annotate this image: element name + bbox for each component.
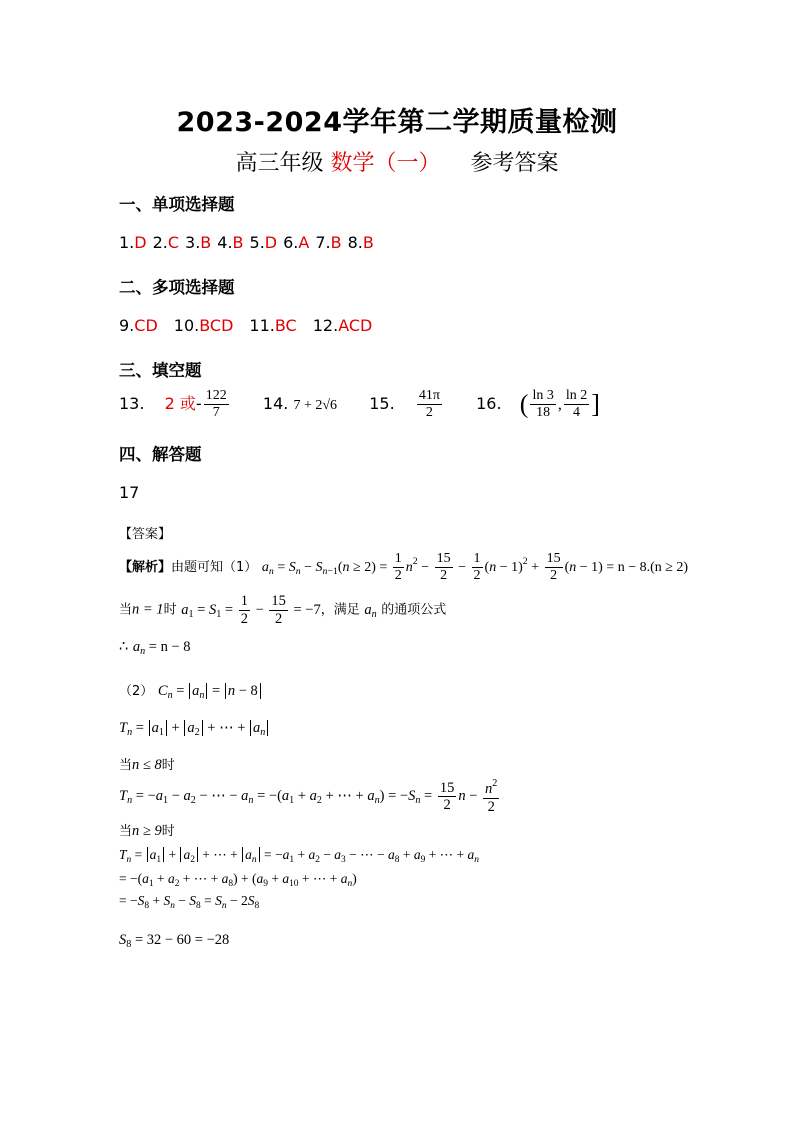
analysis-line-2: 当n = 1时 $a_1 = S_1$ = $\frac{1}{2}$ − $\frac{15}{2}$ = −7，满足 $a_n$ 的通项公式 — [119, 593, 447, 627]
q16-b-denominator: 4 — [573, 405, 581, 421]
part-2-label: （2） — [119, 684, 154, 699]
q15-fraction-numerator: 41π — [417, 388, 442, 405]
satisfy-label: ，满足 — [320, 602, 360, 618]
single-choice-number: 1. — [119, 233, 135, 252]
q13-answer: 2 或 — [164, 394, 196, 414]
s8-value-line: $S_8 = 32 - 60 = -28$ — [119, 932, 230, 950]
general-term-label: 的通项公式 — [381, 602, 447, 618]
q14-number: 14. — [262, 394, 289, 414]
single-choice-number: 7. — [315, 233, 331, 252]
q13-fraction-numerator: 122 — [204, 388, 229, 405]
section-heading-solutions: 四、解答题 — [119, 445, 202, 464]
single-choice-item — [217, 233, 243, 252]
condition-n-le-8: n ≤ 8 — [132, 757, 162, 773]
q16-right-bracket: ] — [591, 389, 600, 419]
section-heading-fill-blank: 三、填空题 — [119, 361, 202, 380]
single-choice-item — [153, 233, 179, 252]
case-n-ge-9 — [119, 820, 175, 840]
multi-choice-item — [249, 316, 296, 335]
page-title: 2023-2024学年第二学期质量检测 — [176, 107, 618, 138]
single-choice-number: 4. — [217, 233, 233, 252]
fill-blank-answers — [119, 388, 600, 421]
q15-number: 15. — [369, 394, 395, 414]
single-choice-answer: D — [134, 233, 147, 252]
analysis-line-3: ∴ $a_n = n - 8$ — [119, 639, 191, 657]
q15-fraction-denominator: 2 — [425, 405, 433, 421]
single-choice-answer: B — [200, 233, 212, 252]
analysis-label: 【解析】 — [119, 559, 172, 575]
grade-label: 高三年级 — [235, 151, 331, 176]
section-heading-multi-choice: 二、多项选择题 — [119, 278, 235, 297]
q16-left-paren: ( — [519, 389, 529, 419]
multi-choice-answer: CD — [134, 316, 158, 335]
multi-choice-item — [174, 316, 234, 335]
single-choice-number: 6. — [283, 233, 299, 252]
subject-label: 数学（一） — [330, 151, 441, 176]
case-n-le-8 — [119, 754, 175, 774]
multi-choice-number: 12. — [312, 316, 339, 335]
q13-fraction — [204, 388, 229, 421]
multi-choice-item — [119, 316, 158, 335]
when-label-3: 当 — [119, 824, 133, 839]
multi-choice-number: 9. — [119, 316, 135, 335]
q16-a-denominator: 18 — [536, 405, 551, 421]
an-formula: = n − 8 — [148, 639, 191, 655]
single-choice-answer: C — [167, 233, 180, 252]
multi-choice-answer: BC — [274, 316, 297, 335]
q16-fraction-b — [564, 388, 589, 421]
analysis-intro: 由题可知（1） — [171, 559, 258, 575]
multi-choice-item — [313, 316, 373, 335]
answer-key-label: 参考答案 — [470, 151, 559, 176]
page-subtitle — [0, 146, 794, 177]
q13-number: 13. — [119, 394, 145, 414]
section-heading-single-choice: 一、单项选择题 — [119, 195, 235, 214]
therefore-symbol: ∴ — [119, 639, 129, 655]
q16-a-numerator: ln 3 — [530, 388, 555, 405]
q15-fraction — [417, 388, 442, 421]
tn-case-1-formula: $T_n = -a_1 - a_2$ − ⋯ − $a_n = -(a_1 + a_2$ + ⋯ + $a_n) = -S_n$ = $\frac{15}{2}$ n − $\frac{n^2}{2}$ — [119, 778, 498, 815]
q13-minus: - — [195, 394, 202, 414]
tn-definition: $T_n = a_1 + a_2$ + ⋯ + $a_n$ — [119, 720, 269, 738]
a1-value: = −7 — [293, 601, 321, 618]
single-choice-answer: B — [232, 233, 244, 252]
single-choice-number: 5. — [249, 233, 265, 252]
single-choice-item — [315, 233, 341, 252]
analysis-part-2: （2） $C_n = a_n = n - 8$ — [119, 680, 262, 701]
multi-choice-answers — [119, 316, 388, 335]
analysis-line-1 — [119, 551, 688, 584]
multi-choice-number: 10. — [173, 316, 200, 335]
when-label-2: 当 — [119, 758, 133, 773]
q16-comma: , — [557, 396, 562, 414]
single-choice-answers — [119, 233, 380, 252]
answer-label: 【答案】 — [119, 527, 172, 542]
tn-case-2-line-2: = $-(a_1 + a_2$ + ⋯ + $a_8) + (a_9 + a_{10}$ + ⋯ + $a_n$) — [119, 871, 357, 889]
q13-fraction-denominator: 7 — [212, 405, 220, 421]
multi-choice-answer: BCD — [199, 316, 234, 335]
single-choice-item — [119, 233, 147, 252]
multi-choice-number: 11. — [249, 316, 275, 335]
condition-n-equals-1: n = 1 — [132, 601, 164, 618]
when-label: 当 — [119, 602, 133, 618]
single-choice-item — [348, 233, 374, 252]
q16-b-numerator: ln 2 — [564, 388, 589, 405]
q17-number: 17 — [119, 483, 140, 502]
condition-n-ge-9: n ≥ 9 — [132, 823, 162, 839]
q16-fraction-a — [530, 388, 555, 421]
single-choice-answer: B — [362, 233, 374, 252]
single-choice-item — [250, 233, 278, 252]
shi-label-2: 时 — [161, 758, 175, 773]
single-choice-item — [185, 233, 211, 252]
tn-case-2-line-1: $T_n = a_1 + a_2$ + ⋯ + $a_n = -a_1 + a_2 - a_3$ − ⋯ − $a_8 + a_9$ + ⋯ + $a_n$ — [119, 847, 480, 865]
single-choice-item — [283, 233, 309, 252]
q14-answer: 7 + 2√6 — [293, 398, 338, 414]
q16-number: 16. — [476, 394, 502, 414]
analysis-formula-1: $a_n = S_n - S_{n-1}(n \ge 2)$ = $\frac{1}{2}$ $n^2$ − $\frac{15}{2}$ − $\frac{1}{2}$ $(n - 1)^2$ + $\frac{15}{2}$ (n − 1) = n − 8.(n ≥ 2) — [261, 551, 689, 584]
single-choice-number: 2. — [152, 233, 168, 252]
shi-label: 时 — [163, 602, 177, 618]
tn-case-2-line-3: = $-S_8 + S_n - S_8 = S_n - 2S_8$ — [119, 893, 260, 911]
single-choice-answer: D — [264, 233, 278, 252]
s8-value: = 32 − 60 = −28 — [134, 932, 230, 948]
single-choice-answer: B — [330, 233, 342, 252]
single-choice-number: 3. — [185, 233, 201, 252]
analysis-formula-1-tail: = n − 8.(n ≥ 2) — [606, 559, 689, 575]
multi-choice-answer: ACD — [338, 316, 373, 335]
shi-label-3: 时 — [161, 824, 175, 839]
single-choice-number: 8. — [347, 233, 363, 252]
single-choice-answer: A — [298, 233, 310, 252]
